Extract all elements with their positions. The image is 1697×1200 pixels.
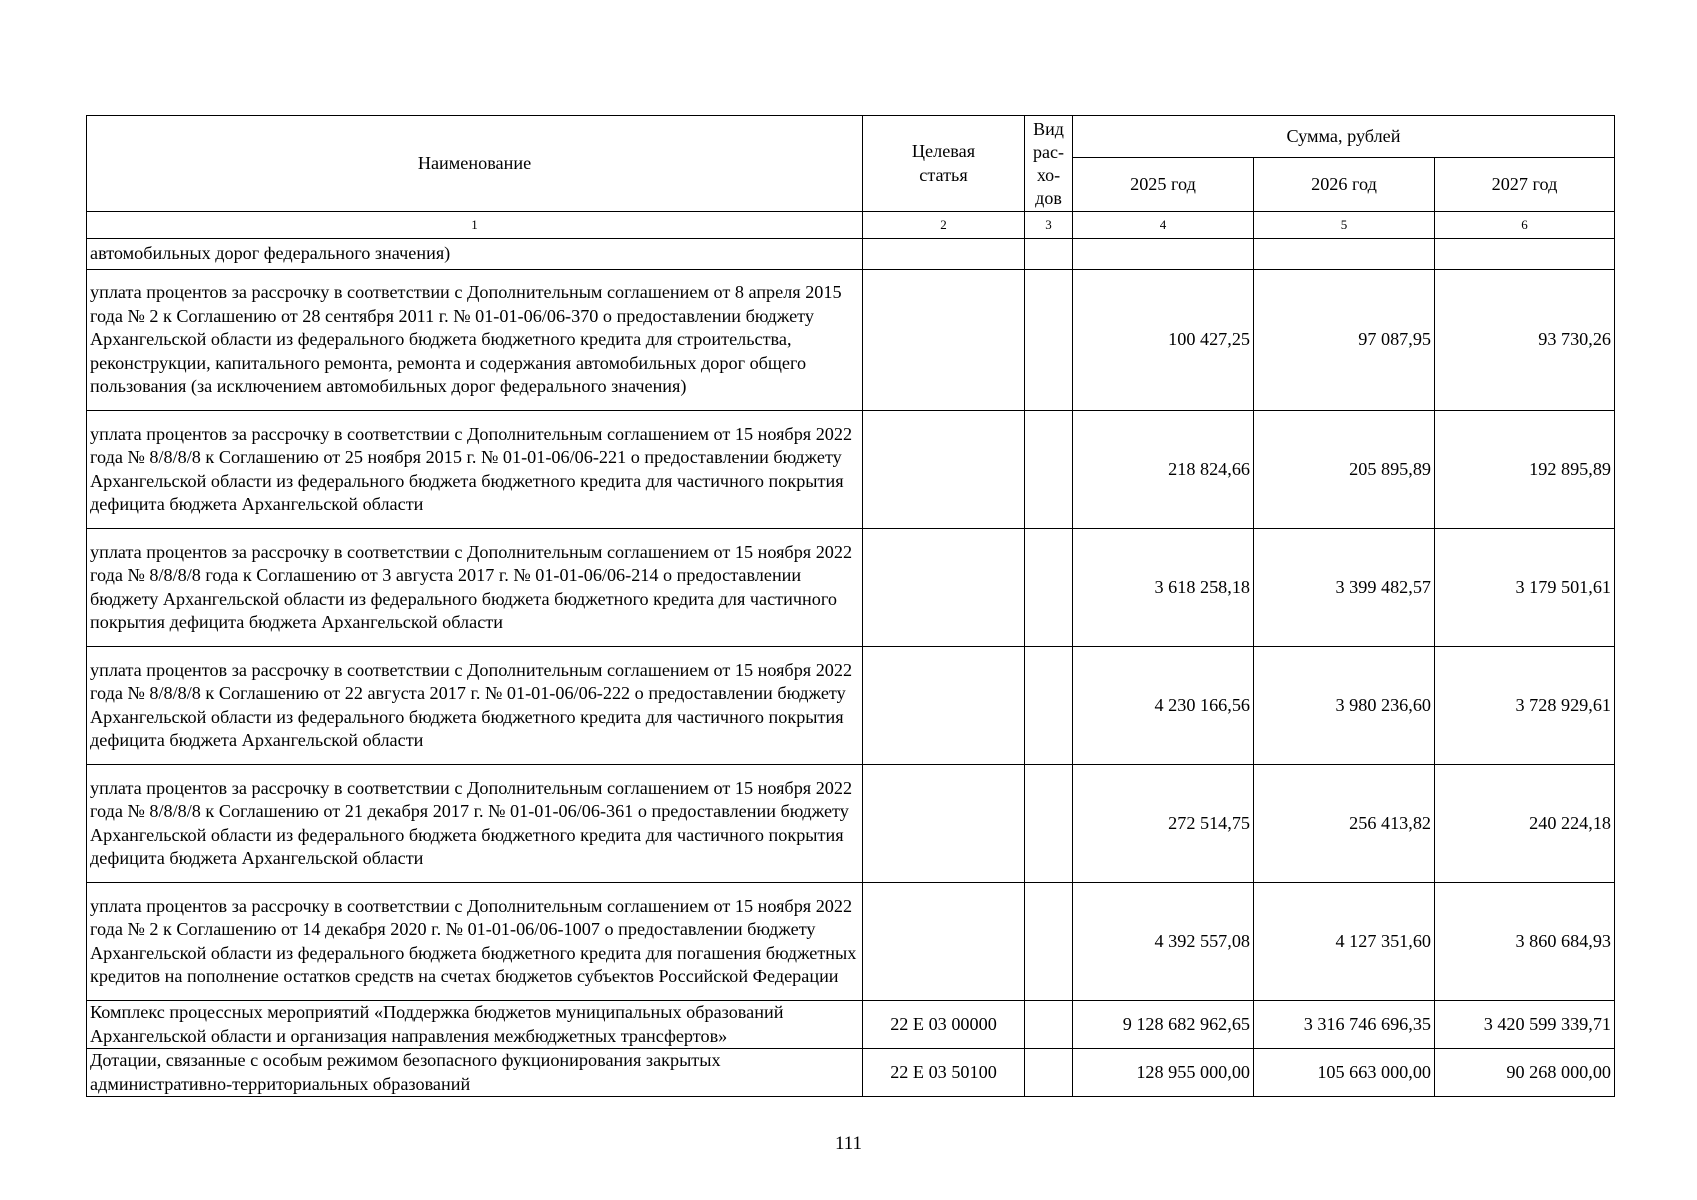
row-name: уплата процентов за рассрочку в соответствии с Дополнительным соглашением от 15 ноября 2022 года № 8/8/8/8 к Соглашению от 22 августа 2017 г. № 01-01-06/06-222 о предоставлении бюджету Архангельской области из федерального бюджета бюджетного кредита для частичного покрытия дефицита бюджета Архангельской области: [87, 647, 863, 765]
column-number: 3: [1025, 212, 1073, 239]
table-row: [87, 239, 1615, 270]
row-kind: [1025, 529, 1073, 647]
row-kind: [1025, 1049, 1073, 1097]
row-name: Комплекс процессных мероприятий «Поддержка бюджетов муниципальных образований Архангельской области и организация направления межбюджетных трансфертов»: [87, 1001, 863, 1049]
row-2026: 3 980 236,60: [1254, 647, 1435, 765]
row-name: автомобильных дорог федерального значения): [87, 239, 863, 270]
header-2025: 2025 год: [1073, 158, 1254, 212]
header-expense-kind-text: Вид рас-хо-дов: [1033, 118, 1064, 208]
row-2026: 97 087,95: [1254, 270, 1435, 411]
table-row: [87, 1001, 1615, 1049]
row-2027: 3 179 501,61: [1435, 529, 1615, 647]
budget-table: [86, 115, 1615, 1097]
row-2026: 4 127 351,60: [1254, 883, 1435, 1001]
row-2025: 272 514,75: [1073, 765, 1254, 883]
row-2025: 4 392 557,08: [1073, 883, 1254, 1001]
row-target: [863, 270, 1025, 411]
row-2025: 128 955 000,00: [1073, 1049, 1254, 1097]
row-2026: 3 316 746 696,35: [1254, 1001, 1435, 1049]
table-row: [87, 1049, 1615, 1097]
row-kind: [1025, 239, 1073, 270]
header-expense-kind: [1025, 116, 1073, 212]
row-kind: [1025, 270, 1073, 411]
row-2026: [1254, 239, 1435, 270]
row-2025: 218 824,66: [1073, 411, 1254, 529]
row-target: [863, 647, 1025, 765]
row-target: [863, 529, 1025, 647]
row-name: уплата процентов за рассрочку в соответствии с Дополнительным соглашением от 15 ноября 2022 года № 2 к Соглашению от 14 декабря 2020 г. № 01-01-06/06-1007 о предоставлении бюджету Архангельской области из федерального бюджета бюджетного кредита для погашения бюджетных кредитов на пополнение остатков средств на счетах бюджетов субъектов Российской Федерации: [87, 883, 863, 1001]
row-2027: 93 730,26: [1435, 270, 1615, 411]
table-row: [87, 411, 1615, 529]
row-2027: 192 895,89: [1435, 411, 1615, 529]
row-name: уплата процентов за рассрочку в соответствии с Дополнительным соглашением от 8 апреля 2015 года № 2 к Соглашению от 28 сентября 2011 г. № 01-01-06/06-370 о предоставлении бюджету Архангельской области из федерального бюджета бюджетного кредита для строительства, реконструкции, капитального ремонта, ремонта и содержания автомобильных дорог общего пользования (за исключением автомобильных дорог федерального значения): [87, 270, 863, 411]
header-target-article: [863, 116, 1025, 212]
header-2026: 2026 год: [1254, 158, 1435, 212]
row-target: [863, 239, 1025, 270]
row-2027: 90 268 000,00: [1435, 1049, 1615, 1097]
row-kind: [1025, 765, 1073, 883]
row-kind: [1025, 647, 1073, 765]
row-2026: 105 663 000,00: [1254, 1049, 1435, 1097]
row-name: Дотации, связанные с особым режимом безопасного фукционирования закрытых административно-территориальных образований: [87, 1049, 863, 1097]
row-2025: [1073, 239, 1254, 270]
row-2025: 4 230 166,56: [1073, 647, 1254, 765]
row-kind: [1025, 411, 1073, 529]
table-row: [87, 883, 1615, 1001]
row-name: уплата процентов за рассрочку в соответствии с Дополнительным соглашением от 15 ноября 2022 года № 8/8/8/8 к Соглашению от 21 декабря 2017 г. № 01-01-06/06-361 о предоставлении бюджету Архангельской области из федерального бюджета бюджетного кредита для частичного покрытия дефицита бюджета Архангельской области: [87, 765, 863, 883]
row-2027: 3 420 599 339,71: [1435, 1001, 1615, 1049]
row-target: 22 Е 03 50100: [863, 1049, 1025, 1097]
header-name: Наименование: [87, 116, 863, 212]
row-2027: [1435, 239, 1615, 270]
row-2027: 3 860 684,93: [1435, 883, 1615, 1001]
row-2025: 9 128 682 962,65: [1073, 1001, 1254, 1049]
header-2027: 2027 год: [1435, 158, 1615, 212]
header-sum: Сумма, рублей: [1073, 116, 1615, 158]
row-2025: 100 427,25: [1073, 270, 1254, 411]
header-target-article-text: Целевая статья: [911, 141, 976, 185]
column-number: 5: [1254, 212, 1435, 239]
table-row: [87, 529, 1615, 647]
column-number: 6: [1435, 212, 1615, 239]
row-name: уплата процентов за рассрочку в соответствии с Дополнительным соглашением от 15 ноября 2022 года № 8/8/8/8 к Соглашению от 25 ноября 2015 г. № 01-01-06/06-221 о предоставлении бюджету Архангельской области из федерального бюджета бюджетного кредита для частичного покрытия дефицита бюджета Архангельской области: [87, 411, 863, 529]
row-2025: 3 618 258,18: [1073, 529, 1254, 647]
row-2026: 205 895,89: [1254, 411, 1435, 529]
column-number: 2: [863, 212, 1025, 239]
row-kind: [1025, 883, 1073, 1001]
row-target: [863, 883, 1025, 1001]
column-number: 4: [1073, 212, 1254, 239]
row-kind: [1025, 1001, 1073, 1049]
row-2027: 240 224,18: [1435, 765, 1615, 883]
column-number: 1: [87, 212, 863, 239]
row-target: [863, 411, 1025, 529]
row-2026: 256 413,82: [1254, 765, 1435, 883]
row-name: уплата процентов за рассрочку в соответствии с Дополнительным соглашением от 15 ноября 2022 года № 8/8/8/8 года к Соглашению от 3 августа 2017 г. № 01-01-06/06-214 о предоставлении бюджету Архангельской области из федерального бюджета бюджетного кредита для частичного покрытия дефицита бюджета Архангельской области: [87, 529, 863, 647]
row-target: [863, 765, 1025, 883]
row-target: 22 Е 03 00000: [863, 1001, 1025, 1049]
table-row: [87, 270, 1615, 411]
table-row: [87, 647, 1615, 765]
table-row: [87, 765, 1615, 883]
row-2026: 3 399 482,57: [1254, 529, 1435, 647]
page-number: 111: [834, 1133, 863, 1154]
row-2027: 3 728 929,61: [1435, 647, 1615, 765]
